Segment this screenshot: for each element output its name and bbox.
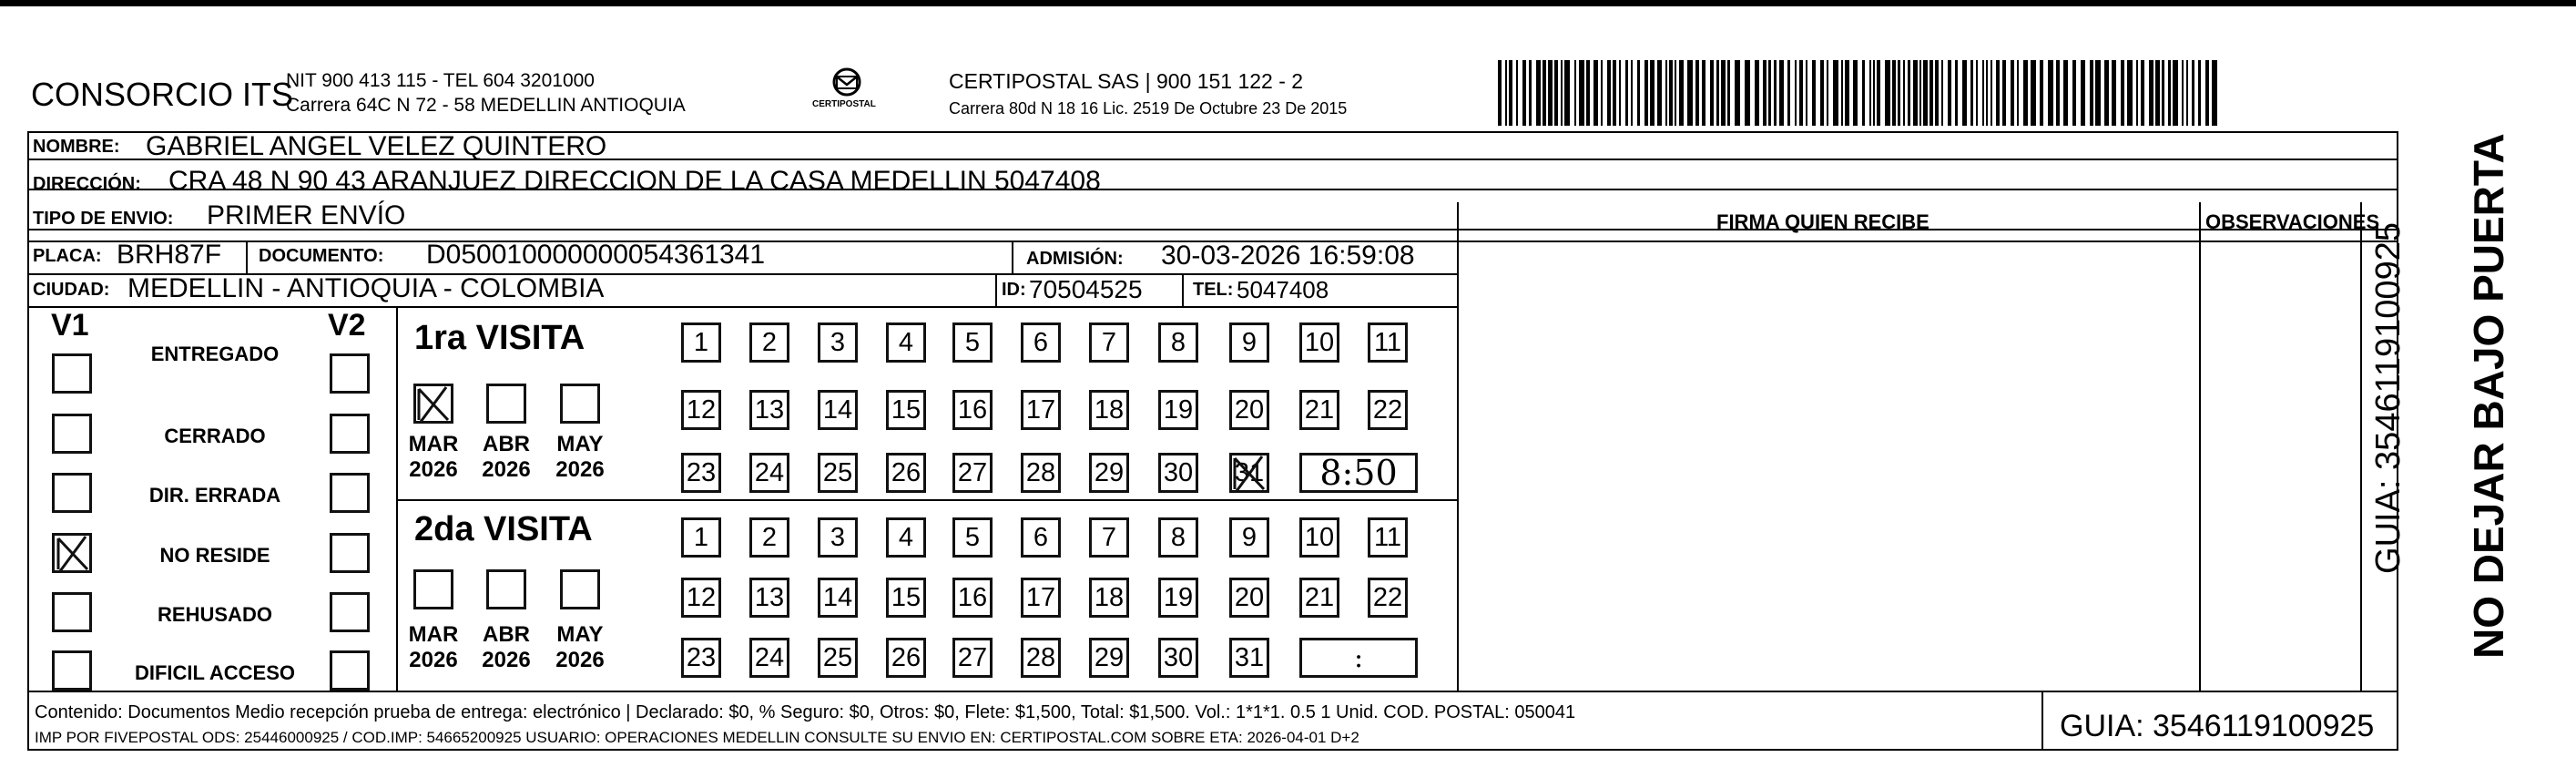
day-box[interactable]: 27 — [952, 453, 993, 493]
barcode-bar — [1923, 60, 1928, 126]
day-box[interactable]: 19 — [1158, 390, 1198, 430]
barcode-bar — [2002, 60, 2006, 126]
barcode-bar — [1669, 60, 1673, 126]
barcode-bar — [1996, 60, 2000, 126]
day-box[interactable]: 22 — [1368, 390, 1408, 430]
documento-label: DOCUMENTO: — [259, 246, 384, 266]
day-box[interactable]: 29 — [1089, 453, 1129, 493]
barcode-bar — [2186, 60, 2188, 126]
footer-content: Contenido: Documentos Medio recepción prueba de entrega: electrónico | Declarado: $0, % Seguro: $0, Otros: $0, Flete: $1,500, Total: $1,500. Vol.: 1*1*1. 0.5 1 Unid. COD. POSTAL: 050041 — [35, 702, 1576, 722]
barcode-bar — [1607, 60, 1611, 126]
day-box[interactable]: 31 — [1229, 453, 1269, 493]
footer-imp: IMP POR FIVEPOSTAL ODS: 25446000925 / COD.IMP: 54665200925 USUARIO: OPERACIONES MEDELLIN CONSULTE SU ENVIO EN: CERTIPOSTAL.COM SOBRE ETA: 2026-04-01 D+2 — [35, 729, 1359, 746]
day-box[interactable]: 24 — [749, 453, 789, 493]
day-box[interactable]: 29 — [1089, 638, 1129, 678]
v2-checkbox[interactable] — [330, 353, 370, 394]
barcode-bar — [2212, 60, 2217, 126]
barcode-bar — [1908, 60, 1910, 126]
v1-checkbox[interactable] — [52, 650, 92, 691]
barcode-bar — [1619, 60, 1621, 126]
admision-value: 30-03-2026 16:59:08 — [1161, 241, 1415, 271]
first-visit-title: 1ra VISITA — [414, 319, 585, 357]
barcode-bar — [1827, 60, 1828, 126]
barcode-bar — [2011, 60, 2014, 126]
barcode-bar — [2141, 60, 2144, 126]
barcode-bar — [2112, 60, 2116, 126]
status-label: DIFICIL ACCESO — [134, 661, 295, 684]
day-box[interactable]: 17 — [1021, 578, 1061, 618]
barcode-bar — [1505, 60, 1507, 126]
barcode-bar — [1845, 60, 1849, 126]
barcode-bar — [1509, 60, 1512, 126]
status-label: DIR. ERRADA — [148, 484, 281, 507]
barcode-bar — [1898, 60, 1900, 126]
month-label — [474, 622, 538, 673]
month-checkbox[interactable] — [486, 384, 526, 424]
company-nit-tel: NIT 900 413 115 - TEL 604 3201000 — [286, 70, 595, 91]
barcode-bar — [1873, 60, 1875, 126]
barcode-bar — [1841, 60, 1843, 126]
day-box[interactable]: 8 — [1158, 322, 1198, 363]
day-box[interactable]: 6 — [1021, 322, 1061, 363]
barcode-bar — [1593, 60, 1598, 126]
status-label: ENTREGADO — [150, 343, 280, 365]
barcode-bar — [1768, 60, 1771, 126]
day-box[interactable]: 18 — [1089, 390, 1129, 430]
day-box[interactable]: 15 — [886, 390, 926, 430]
barcode-bar — [2127, 60, 2133, 126]
day-box[interactable]: 30 — [1158, 638, 1198, 678]
month-name: MAR — [408, 432, 459, 456]
day-box[interactable]: 26 — [886, 453, 926, 493]
month-name: ABR — [483, 622, 530, 647]
status-label: CERRADO — [164, 425, 266, 447]
barcode-bar — [1710, 60, 1714, 126]
tipo-envio-value: PRIMER ENVÍO — [207, 200, 406, 230]
barcode-bar — [2048, 60, 2053, 126]
barcode-bar — [2056, 60, 2060, 126]
barcode-bar — [1522, 60, 1526, 126]
day-box[interactable]: 16 — [952, 578, 993, 618]
barcode-bar — [1601, 60, 1603, 126]
placa-value: BRH87F — [117, 240, 222, 270]
barcode-bar — [1679, 60, 1684, 126]
day-box[interactable]: 21 — [1299, 578, 1339, 618]
barcode-bar — [1885, 60, 1890, 126]
barcode-bar — [1657, 60, 1662, 126]
barcode-bar — [1833, 60, 1838, 126]
v2-checkbox[interactable] — [330, 473, 370, 513]
logo-label: CERTIPOSTAL — [812, 99, 876, 109]
barcode-bar — [1941, 60, 1943, 126]
month-checkbox[interactable] — [560, 384, 600, 424]
barcode-bar — [1665, 60, 1667, 126]
barcode-bar — [2162, 60, 2164, 126]
barcode-bar — [1877, 60, 1880, 126]
month-year: 2026 — [482, 457, 531, 482]
barcode-bar — [1799, 60, 1803, 126]
barcode-bar — [1721, 60, 1726, 126]
barcode-bar — [1727, 60, 1730, 126]
day-box[interactable]: 13 — [749, 578, 789, 618]
status-label: NO RESIDE — [159, 544, 270, 567]
v1-header: V1 — [51, 308, 89, 343]
barcode-bar — [1631, 60, 1633, 126]
barcode-bar — [1516, 60, 1518, 126]
day-box[interactable]: 25 — [818, 453, 858, 493]
side-text — [2369, 133, 2573, 665]
month-checkbox[interactable] — [413, 569, 453, 609]
barcode-bar — [1637, 60, 1640, 126]
day-box[interactable]: 2 — [749, 322, 789, 363]
day-box[interactable]: 11 — [1368, 517, 1408, 558]
barcode-bar — [1820, 60, 1824, 126]
v1-checkbox[interactable] — [52, 592, 92, 632]
ciudad-label: CIUDAD: — [33, 280, 110, 300]
barcode-bar — [2063, 60, 2068, 126]
month-check-mark — [415, 385, 452, 424]
barcode-bar — [1935, 60, 1939, 126]
barcode-bar — [1929, 60, 1933, 126]
day-box[interactable]: 4 — [886, 322, 926, 363]
barcode-bar — [1787, 60, 1790, 126]
month-label — [474, 432, 538, 483]
day-box[interactable]: 27 — [952, 638, 993, 678]
day-box[interactable]: 10 — [1299, 517, 1339, 558]
month-year: 2026 — [555, 648, 605, 672]
barcode-bar — [1548, 60, 1553, 126]
barcode-bar — [1962, 60, 1967, 126]
day-box[interactable]: 17 — [1021, 390, 1061, 430]
barcode-bar — [1976, 60, 1978, 126]
side-guia: GUIA: 3546119100925 — [2369, 222, 2408, 574]
tipo-envio-label: TIPO DE ENVIO: — [33, 209, 174, 229]
month-label — [548, 622, 612, 673]
month-name: MAY — [556, 622, 604, 647]
day-box[interactable]: 7 — [1089, 322, 1129, 363]
v1-checkbox[interactable] — [52, 414, 92, 454]
day-box[interactable]: 28 — [1021, 638, 1061, 678]
day-box[interactable]: 9 — [1229, 517, 1269, 558]
barcode-bar — [2017, 60, 2019, 126]
id-label: ID: — [1002, 280, 1026, 300]
v2-header: V2 — [328, 308, 366, 343]
barcode-bar — [1536, 60, 1541, 126]
barcode-bar — [2081, 60, 2085, 126]
tel-value: 5047408 — [1237, 276, 1329, 303]
day-box[interactable]: 8 — [1158, 517, 1198, 558]
barcode-bar — [1795, 60, 1797, 126]
month-checkbox[interactable] — [560, 569, 600, 609]
barcode-bar — [1586, 60, 1590, 126]
barcode-bar — [1498, 60, 1502, 126]
day-box[interactable]: 6 — [1021, 517, 1061, 558]
barcode-bar — [1862, 60, 1865, 126]
first-visit-time[interactable]: 8:50 — [1299, 453, 1418, 493]
barcode-bar — [2095, 60, 2101, 126]
day-box[interactable]: 10 — [1299, 322, 1339, 363]
direccion-label: DIRECCIÓN: — [33, 174, 141, 194]
barcode-bar — [2090, 60, 2093, 126]
nombre-label: NOMBRE: — [33, 137, 120, 157]
id-value: 70504525 — [1029, 275, 1143, 303]
barcode-bar — [2072, 60, 2076, 126]
day-box[interactable]: 22 — [1368, 578, 1408, 618]
barcode-bar — [2031, 60, 2036, 126]
barcode-bar — [1991, 60, 1992, 126]
day-box[interactable]: 14 — [818, 390, 858, 430]
barcode-bar — [1561, 60, 1563, 126]
barcode-bar — [1948, 60, 1951, 126]
barcode-bar — [1579, 60, 1584, 126]
day-box[interactable]: 21 — [1299, 390, 1339, 430]
barcode-bar — [1982, 60, 1984, 126]
barcode-bar — [1735, 60, 1740, 126]
day-box[interactable]: 9 — [1229, 322, 1269, 363]
barcode-bar — [1869, 60, 1871, 126]
barcode-bar — [1745, 60, 1750, 126]
barcode-bar — [1853, 60, 1858, 126]
barcode-bar — [2104, 60, 2109, 126]
barcode-bar — [1806, 60, 1807, 126]
barcode-bar — [1955, 60, 1958, 126]
barcode-bar — [1913, 60, 1918, 126]
second-visit-time[interactable]: : — [1299, 638, 1418, 678]
day-box[interactable]: 4 — [886, 517, 926, 558]
day-box[interactable]: 15 — [886, 578, 926, 618]
day-box[interactable]: 2 — [749, 517, 789, 558]
tel-label: TEL: — [1193, 280, 1234, 300]
barcode-bar — [2182, 60, 2184, 126]
barcode-bar — [1774, 60, 1777, 126]
day-box[interactable]: 16 — [952, 390, 993, 430]
barcode-bar — [2023, 60, 2028, 126]
company-name: CONSORCIO ITS — [31, 76, 294, 113]
second-visit-title: 2da VISITA — [414, 510, 593, 548]
documento-value: D050010000000054361341 — [426, 240, 766, 270]
v2-checkbox[interactable] — [330, 533, 370, 573]
barcode-bar — [1574, 60, 1576, 126]
month-year: 2026 — [555, 457, 605, 482]
day-box[interactable]: 23 — [681, 638, 721, 678]
day-box[interactable]: 11 — [1368, 322, 1408, 363]
barcode-bar — [1613, 60, 1616, 126]
barcode-bar — [2173, 60, 2178, 126]
month-name: MAY — [556, 432, 604, 456]
day-check-mark — [1231, 455, 1268, 493]
day-box[interactable]: 20 — [1229, 578, 1269, 618]
observaciones-header: OBSERVACIONES — [2205, 210, 2380, 233]
barcode-bar — [1675, 60, 1676, 126]
day-box[interactable]: 14 — [818, 578, 858, 618]
month-name: MAR — [408, 622, 459, 647]
day-box[interactable]: 31 — [1229, 638, 1269, 678]
day-box[interactable]: 18 — [1089, 578, 1129, 618]
v1-checkbox[interactable] — [52, 473, 92, 513]
day-box[interactable]: 5 — [952, 322, 993, 363]
barcode-bar — [2198, 60, 2201, 126]
day-box[interactable]: 1 — [681, 322, 721, 363]
barcode-bar — [2155, 60, 2160, 126]
month-label — [402, 622, 465, 673]
courier-name: CERTIPOSTAL SAS | 900 151 122 - 2 — [949, 69, 1304, 93]
v1-checkbox[interactable] — [52, 353, 92, 394]
day-box[interactable]: 12 — [681, 578, 721, 618]
admision-label: ADMISIÓN: — [1026, 249, 1124, 269]
barcode-bar — [1716, 60, 1719, 126]
barcode-bar — [1702, 60, 1705, 126]
month-name: ABR — [483, 432, 530, 456]
company-address: Carrera 64C N 72 - 58 MEDELLIN ANTIOQUIA — [286, 95, 686, 116]
barcode-bar — [2136, 60, 2138, 126]
barcode-bar — [1650, 60, 1655, 126]
day-box[interactable]: 30 — [1158, 453, 1198, 493]
nombre-value: GABRIEL ANGEL VELEZ QUINTERO — [146, 131, 607, 161]
month-checkbox[interactable] — [486, 569, 526, 609]
month-label — [548, 432, 612, 483]
v1-check-mark — [55, 535, 91, 573]
status-label: REHUSADO — [158, 603, 272, 626]
courier-address: Carrera 80d N 18 16 Lic. 2519 De Octubre 23 De 2015 — [949, 99, 1348, 118]
barcode-bar — [1903, 60, 1905, 126]
barcode-bar — [1564, 60, 1570, 126]
barcode-bar — [1543, 60, 1546, 126]
barcode-bar — [2192, 60, 2194, 126]
barcode-bar — [2205, 60, 2209, 126]
barcode-bar — [1919, 60, 1921, 126]
month-label — [402, 432, 465, 483]
barcode-bar — [1554, 60, 1558, 126]
barcode-bar — [1970, 60, 1973, 126]
barcode-bar — [1986, 60, 1988, 126]
barcode-bar — [1687, 60, 1693, 126]
barcode-bar — [1529, 60, 1532, 126]
barcode-bar — [2121, 60, 2124, 126]
day-box[interactable]: 25 — [818, 638, 858, 678]
day-box[interactable]: 3 — [818, 517, 858, 558]
day-box[interactable]: 23 — [681, 453, 721, 493]
v2-checkbox[interactable] — [330, 414, 370, 454]
footer-guia: GUIA: 3546119100925 — [2060, 709, 2375, 743]
barcode-bar — [1695, 60, 1699, 126]
day-box[interactable]: 5 — [952, 517, 993, 558]
barcode-bar — [1625, 60, 1628, 126]
barcode-bar — [1755, 60, 1759, 126]
month-year: 2026 — [482, 648, 531, 672]
day-box[interactable]: 28 — [1021, 453, 1061, 493]
placa-label: PLACA: — [33, 246, 102, 266]
barcode-bar — [1892, 60, 1896, 126]
barcode-bar — [1644, 60, 1648, 126]
certipostal-logo — [810, 64, 883, 114]
day-box[interactable]: 20 — [1229, 390, 1269, 430]
month-year: 2026 — [409, 457, 458, 482]
day-box[interactable]: 3 — [818, 322, 858, 363]
barcode-bar — [1812, 60, 1816, 126]
day-box[interactable]: 7 — [1089, 517, 1129, 558]
day-box[interactable]: 13 — [749, 390, 789, 430]
barcode-bar — [2040, 60, 2043, 126]
direccion-value: CRA 48 N 90 43 ARANJUEZ DIRECCION DE LA CASA MEDELLIN 5047408 — [168, 166, 1101, 196]
barcode-bar — [2149, 60, 2153, 126]
month-year: 2026 — [409, 648, 458, 672]
day-box[interactable]: 12 — [681, 390, 721, 430]
firma-header: FIRMA QUIEN RECIBE — [1716, 210, 1929, 233]
day-box[interactable]: 19 — [1158, 578, 1198, 618]
ciudad-value: MEDELLIN - ANTIOQUIA - COLOMBIA — [127, 273, 605, 303]
v2-checkbox[interactable] — [330, 650, 370, 691]
day-box[interactable]: 24 — [749, 638, 789, 678]
day-box[interactable]: 26 — [886, 638, 926, 678]
barcode-bar — [1779, 60, 1784, 126]
v2-checkbox[interactable] — [330, 592, 370, 632]
barcode — [1498, 60, 2226, 126]
barcode-bar — [2168, 60, 2171, 126]
side-warning: NO DEJAR BAJO PUERTA — [2465, 133, 2512, 659]
barcode-bar — [1763, 60, 1767, 126]
top-rule — [0, 0, 2576, 6]
day-box[interactable]: 1 — [681, 517, 721, 558]
